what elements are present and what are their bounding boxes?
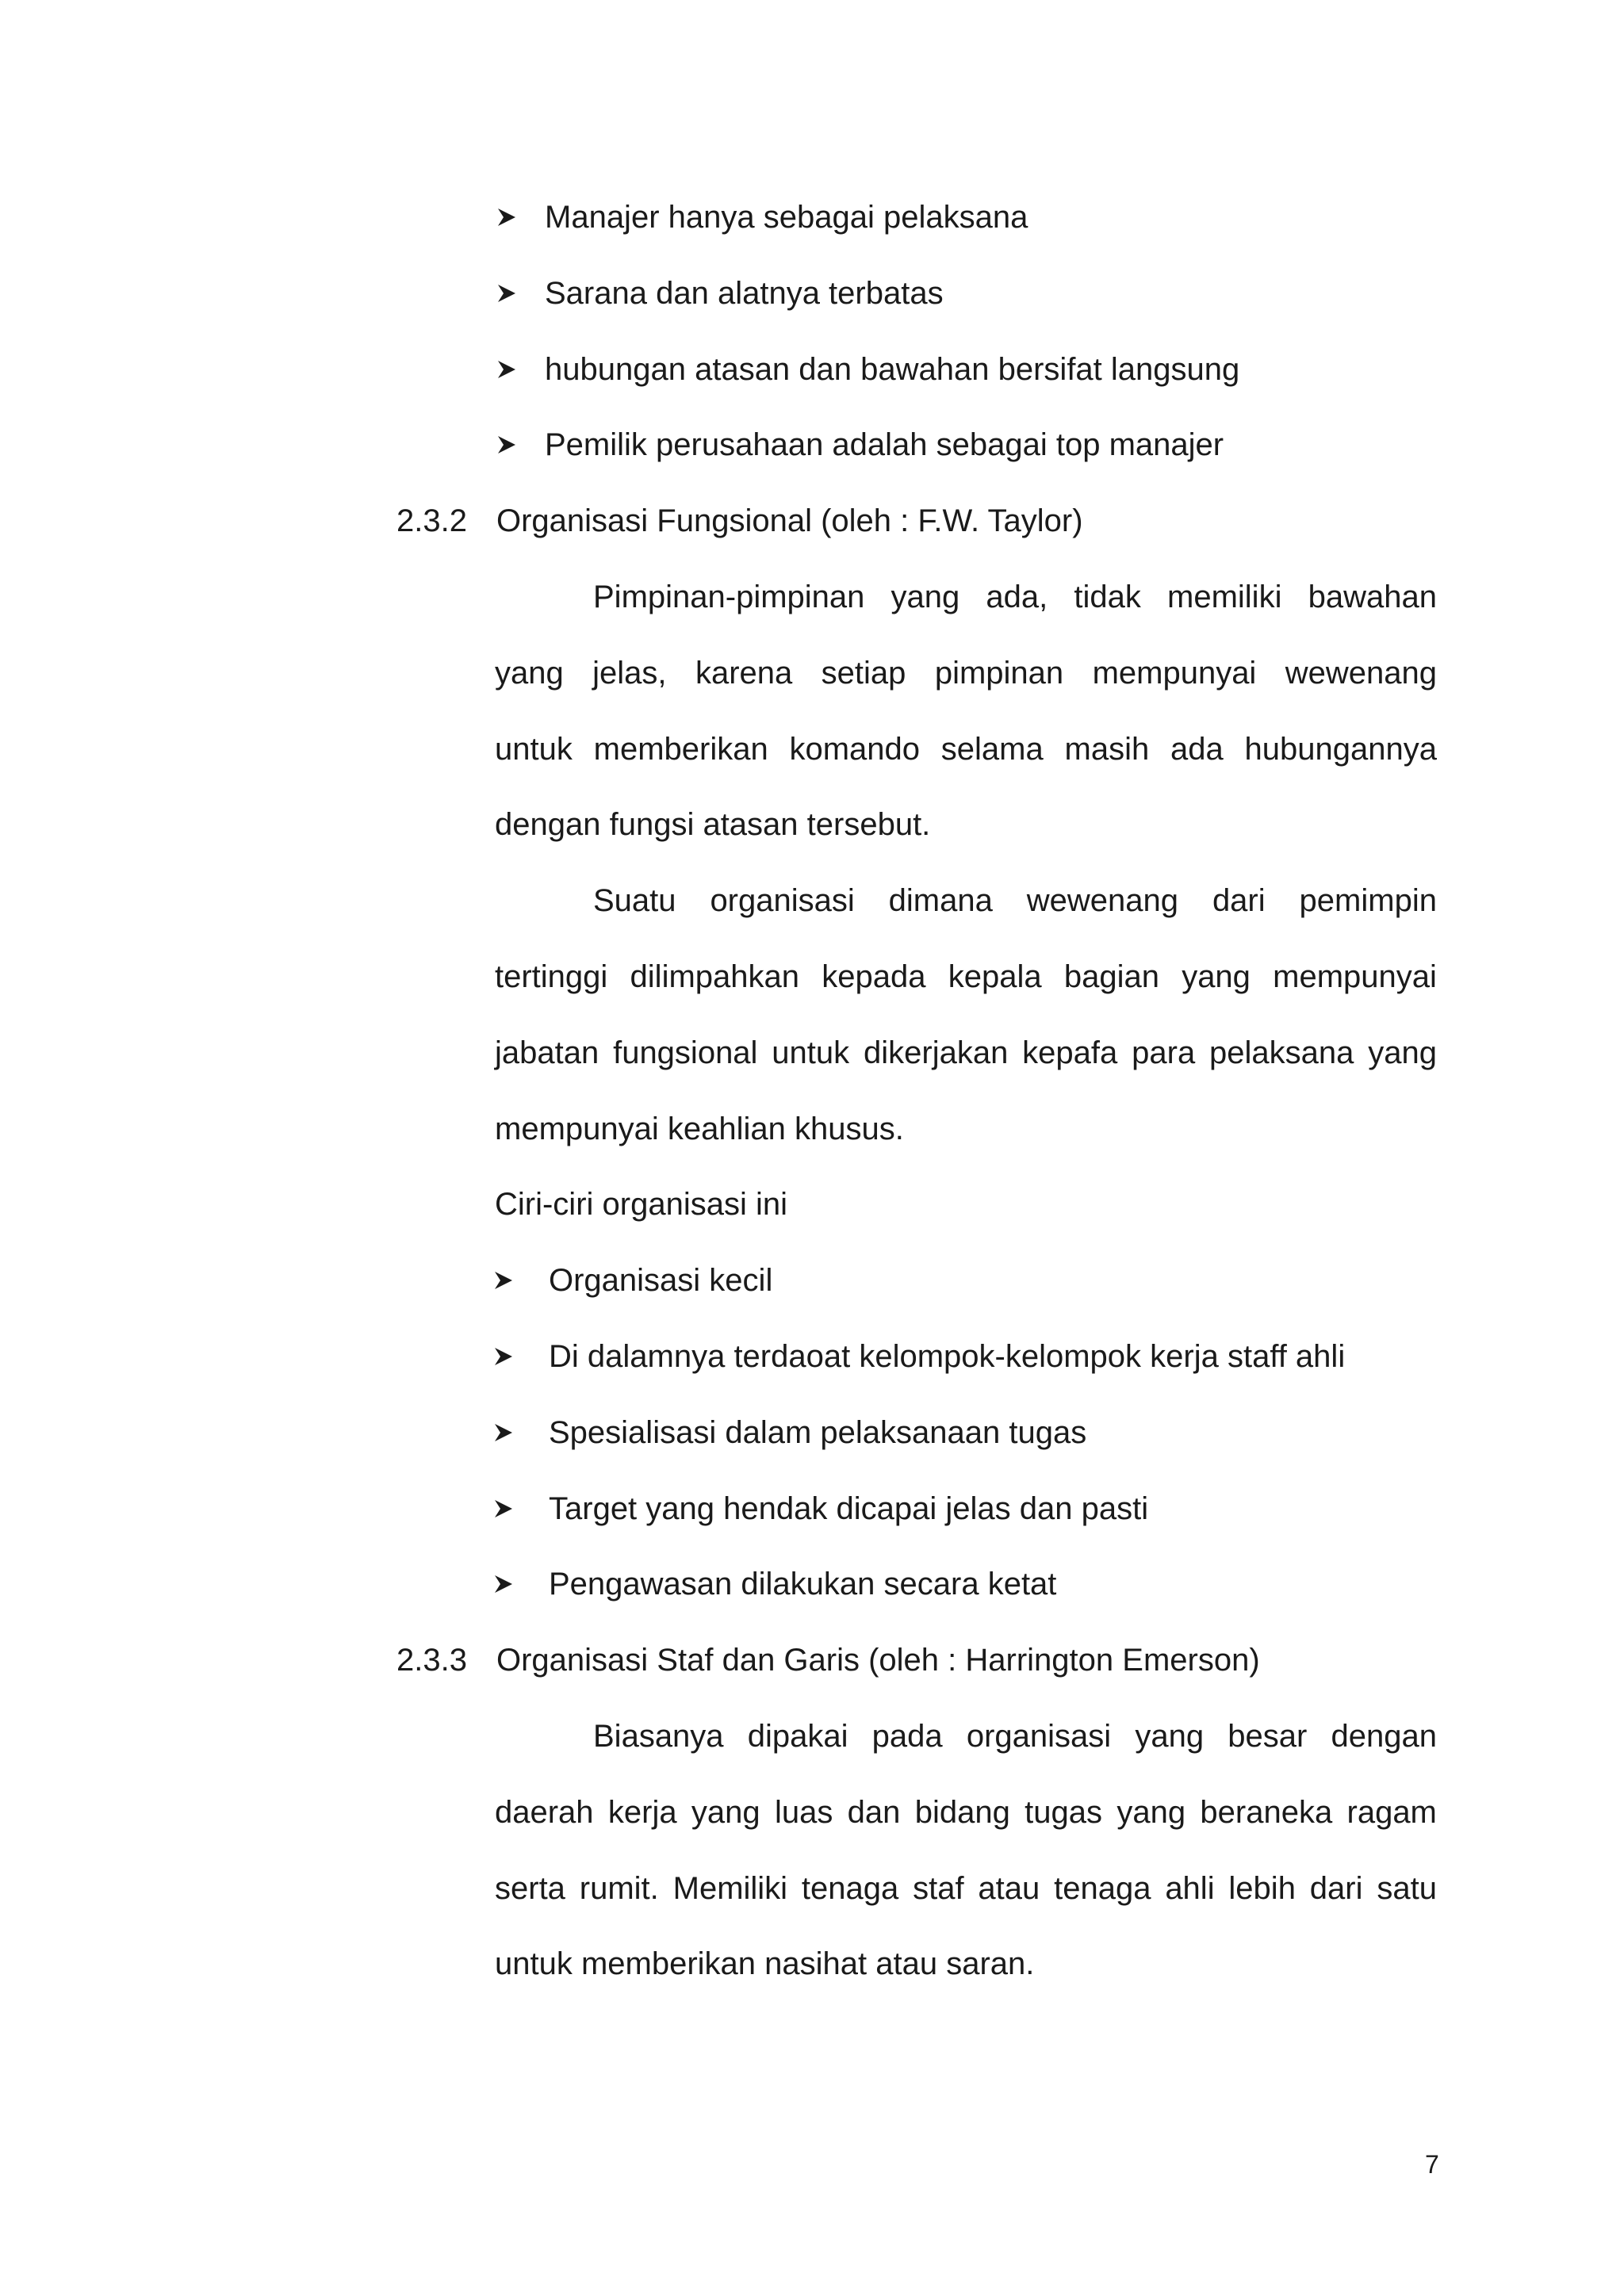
- word: Memiliki: [672, 1871, 788, 1906]
- bullet-text: Pengawasan dilakukan secara ketat: [549, 1567, 1057, 1601]
- paragraph-line: [593, 1720, 1437, 1752]
- word: yang: [1116, 1795, 1186, 1830]
- section-number: 2.3.2: [396, 503, 467, 538]
- word: organisasi: [710, 883, 855, 918]
- word: selama: [940, 732, 1044, 767]
- word: ada: [1170, 732, 1224, 767]
- arrow-bullet-icon: [493, 1498, 514, 1519]
- word: dari: [1212, 883, 1266, 918]
- bullet-text: Manajer hanya sebagai pelaksana: [545, 200, 1028, 235]
- word: yang: [1135, 1719, 1205, 1754]
- bullet-text: Organisasi kecil: [549, 1263, 773, 1298]
- word: jelas,: [592, 656, 667, 691]
- word: dari: [1309, 1871, 1363, 1906]
- word: memiliki: [1167, 580, 1282, 614]
- word: bagian: [1063, 959, 1159, 994]
- section-title: Organisasi Fungsional (oleh : F.W. Taylor): [496, 503, 1083, 538]
- word: yang: [495, 656, 564, 691]
- word: daerah: [495, 1795, 594, 1830]
- word: bidang: [914, 1795, 1010, 1830]
- word: pada: [871, 1719, 943, 1754]
- word: ahli: [1165, 1871, 1215, 1906]
- paragraph-line: [593, 581, 1437, 613]
- bullet-text: Target yang hendak dicapai jelas dan pasti: [549, 1491, 1149, 1526]
- word: luas: [774, 1795, 833, 1830]
- arrow-bullet-icon: [493, 1270, 514, 1291]
- paragraph-line: [495, 961, 1437, 993]
- word: para: [1132, 1035, 1196, 1070]
- word: fungsional: [613, 1035, 758, 1070]
- word: kerja: [607, 1795, 677, 1830]
- word: tidak: [1074, 580, 1141, 614]
- word: wewenang: [1026, 883, 1179, 918]
- word: Biasanya: [593, 1719, 724, 1754]
- word: Suatu: [593, 883, 676, 918]
- word: kepada: [822, 959, 926, 994]
- word: yang: [691, 1795, 760, 1830]
- word: rumit.: [579, 1871, 659, 1906]
- page-number: 7: [1425, 2150, 1439, 2179]
- word: bawahan: [1308, 580, 1437, 614]
- word: jabatan: [495, 1035, 599, 1070]
- word: beraneka: [1200, 1795, 1333, 1830]
- paragraph-line: [495, 1797, 1437, 1828]
- word: memberikan: [593, 732, 768, 767]
- word: tenaga: [1054, 1871, 1151, 1906]
- word: tertinggi: [495, 959, 608, 994]
- word: Pimpinan-pimpinan: [593, 580, 865, 614]
- features-label: Ciri-ciri organisasi ini: [495, 1187, 787, 1222]
- word: yang: [891, 580, 960, 614]
- word: dilimpahkan: [630, 959, 800, 994]
- word: ragam: [1346, 1795, 1437, 1830]
- paragraph-line: [495, 657, 1437, 689]
- word: untuk: [495, 732, 573, 767]
- word: tugas: [1025, 1795, 1103, 1830]
- word: yang: [1182, 959, 1251, 994]
- word: masih: [1064, 732, 1150, 767]
- word: pelaksana: [1209, 1035, 1354, 1070]
- word: dan: [847, 1795, 901, 1830]
- word: dimana: [888, 883, 993, 918]
- word: wewenang: [1285, 656, 1437, 691]
- arrow-bullet-icon: [496, 207, 517, 228]
- word: staf: [913, 1871, 964, 1906]
- section-title: Organisasi Staf dan Garis (oleh : Harrington Emerson): [496, 1643, 1260, 1678]
- word: karena: [695, 656, 793, 691]
- arrow-bullet-icon: [493, 1346, 514, 1367]
- bullet-text: Spesialisasi dalam pelaksanaan tugas: [549, 1415, 1087, 1450]
- word: komando: [789, 732, 921, 767]
- paragraph-line: untuk memberikan nasihat atau saran.: [495, 1946, 1035, 1981]
- word: dipakai: [747, 1719, 848, 1754]
- paragraph-line: dengan fungsi atasan tersebut.: [495, 807, 931, 842]
- word: hubungannya: [1244, 732, 1437, 767]
- paragraph-line: [495, 733, 1437, 765]
- paragraph-line: mempunyai keahlian khusus.: [495, 1112, 904, 1146]
- word: kepafa: [1022, 1035, 1118, 1070]
- word: setiap: [821, 656, 906, 691]
- word: pemimpin: [1299, 883, 1437, 918]
- arrow-bullet-icon: [493, 1574, 514, 1594]
- word: dengan: [1331, 1719, 1437, 1754]
- paragraph-line: [593, 885, 1437, 916]
- word: lebih: [1228, 1871, 1296, 1906]
- arrow-bullet-icon: [496, 283, 517, 304]
- arrow-bullet-icon: [496, 359, 517, 380]
- word: pimpinan: [934, 656, 1064, 691]
- word: untuk: [772, 1035, 850, 1070]
- paragraph-line: [495, 1873, 1437, 1904]
- word: organisasi: [966, 1719, 1112, 1754]
- bullet-text: Di dalamnya terdaoat kelompok-kelompok kerja staff ahli: [549, 1339, 1346, 1374]
- word: besar: [1228, 1719, 1308, 1754]
- arrow-bullet-icon: [493, 1422, 514, 1443]
- word: kepala: [948, 959, 1042, 994]
- word: serta: [495, 1871, 565, 1906]
- word: satu: [1377, 1871, 1437, 1906]
- bullet-text: Pemilik perusahaan adalah sebagai top manajer: [545, 427, 1224, 462]
- word: mempunyai: [1273, 959, 1437, 994]
- word: atau: [978, 1871, 1040, 1906]
- word: dikerjakan: [864, 1035, 1009, 1070]
- section-number: 2.3.3: [396, 1643, 467, 1678]
- word: ada,: [986, 580, 1048, 614]
- bullet-text: hubungan atasan dan bawahan bersifat langsung: [545, 352, 1240, 387]
- word: tenaga: [801, 1871, 899, 1906]
- word: yang: [1368, 1035, 1437, 1070]
- arrow-bullet-icon: [496, 434, 517, 455]
- bullet-text: Sarana dan alatnya terbatas: [545, 276, 944, 311]
- paragraph-line: [495, 1037, 1437, 1069]
- word: mempunyai: [1092, 656, 1257, 691]
